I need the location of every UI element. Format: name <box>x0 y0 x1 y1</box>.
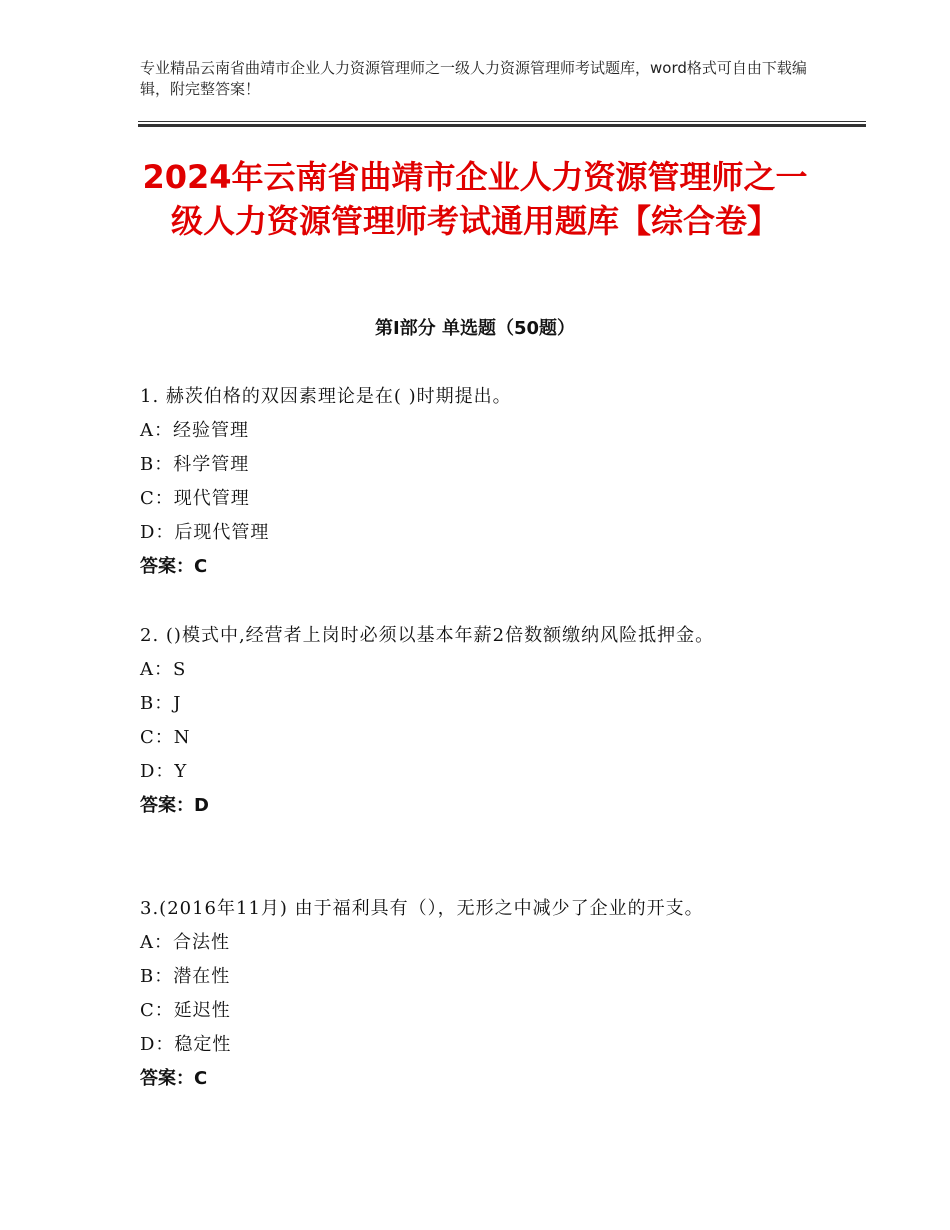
option-d: D：Y <box>140 761 188 782</box>
header-divider-top <box>138 121 866 122</box>
option-d: D：后现代管理 <box>140 522 270 543</box>
answer: 答案：D <box>140 795 209 816</box>
question-1 <box>140 380 790 584</box>
option-c: C：N <box>140 727 191 748</box>
document-title: 2024年云南省曲靖市企业人力资源管理师之一级人力资源管理师考试通用题库【综合卷】 <box>142 158 808 240</box>
section-heading: 第Ⅰ部分 单选题（50题） <box>374 318 575 339</box>
option-b: B：科学管理 <box>140 454 250 475</box>
option-a: A：S <box>140 659 187 680</box>
header-divider-bottom <box>138 124 866 127</box>
option-c: C：延迟性 <box>140 1000 231 1021</box>
header-note: 专业精品云南省曲靖市企业人力资源管理师之一级人力资源管理师考试题库，word格式可自由下载编辑，附完整答案！ <box>140 59 807 98</box>
answer: 答案：C <box>140 556 208 577</box>
question-stem: 3.(2016年11月) 由于福利具有（），无形之中减少了企业的开支。 <box>140 898 704 919</box>
question-stem: 2. ()模式中,经营者上岗时必须以基本年薪2倍数额缴纳风险抵押金。 <box>140 625 715 646</box>
answer: 答案：C <box>140 1068 208 1089</box>
question-2 <box>140 619 790 823</box>
option-b: B：J <box>140 693 182 714</box>
option-a: A：合法性 <box>140 932 230 953</box>
question-stem: 1. 赫茨伯格的双因素理论是在( )时期提出。 <box>140 386 512 407</box>
option-b: B：潜在性 <box>140 966 231 987</box>
option-c: C：现代管理 <box>140 488 250 509</box>
option-a: A：经验管理 <box>140 420 249 441</box>
question-3 <box>140 892 790 1096</box>
option-d: D：稳定性 <box>140 1034 232 1055</box>
